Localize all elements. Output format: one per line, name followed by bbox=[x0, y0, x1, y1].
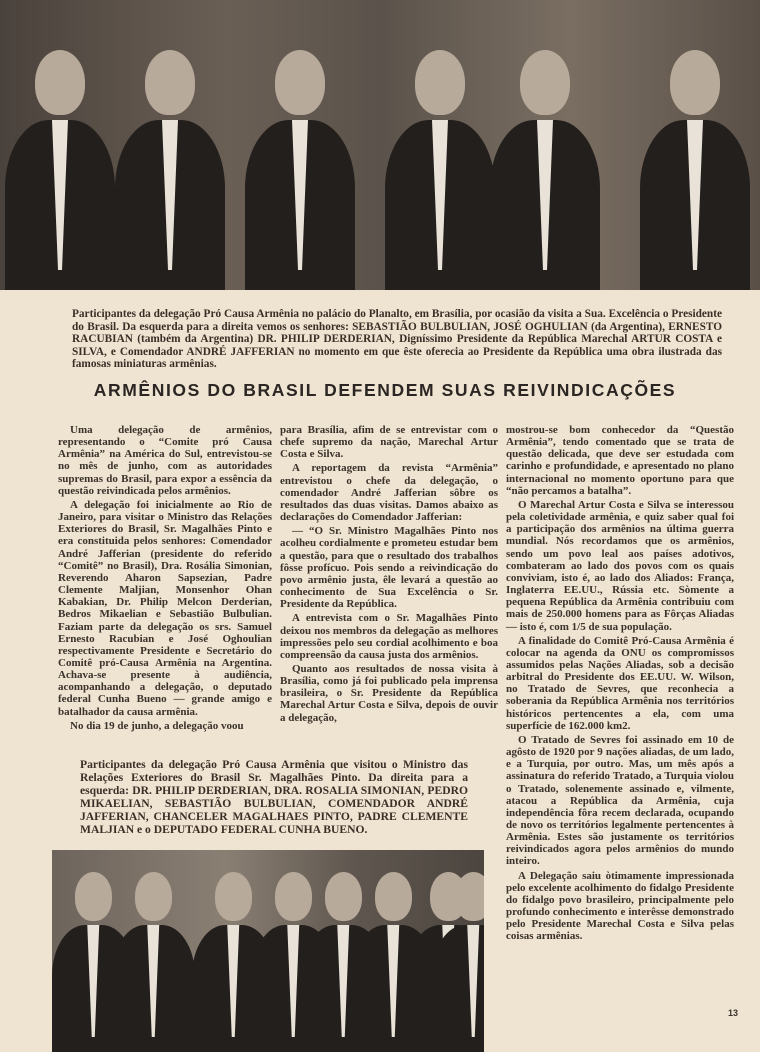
photo-person bbox=[490, 50, 600, 290]
paragraph: A finalidade do Comitê Pró-Causa Armênia é colocar na agenda da ONU os compromissos assumidos pelas Nações Aliadas, sob a decisão arbitral do Presidente dos EE.UU. W. Wilson, no Tratado de Sevres, que reconhecia a soberania da República Armênia nos territórios históricos pertencentes a ela, com uma superfície de 162.000 km2. bbox=[506, 634, 734, 732]
photo-person bbox=[640, 50, 750, 290]
paragraph: Quanto aos resultados de nossa visita à Brasília, como já foi publicado pela imprensa brasileira, o Sr. Presidente da República Marechal Artur Costa e Silva, depois de ouvir a delegação, bbox=[280, 662, 498, 724]
photo-person bbox=[115, 50, 225, 290]
paragraph: A delegação foi inicialmente ao Rio de Janeiro, para visitar o Ministro das Relações Exteriores do Brasil, Sr. Magalhães Pinto e era constituida pelos senhores: Comendador André Jafferian (presidente do referido “Comitê” no Brasil), Dra. Rosália Simonian, Reverendo Aharon Sapsezian, Padre Clemente Maljian, Monsenhor Ohan Kabakian, Dr. Philip Melcon Derderian, Bedros Mikaelian e Sebastião Bulbulian. Faziam parte da delegação os srs. Samuel Ernesto Racubian e José Oghoulian respectivamente Presidente e Secretário do Comitê pró-Causa Armênia na Argentina. Achava-se presente à audiência, acompanhando a delegação, o deputado federal Cunha Bueno — grande amigo e batalhador da causa armênia. bbox=[58, 498, 272, 718]
photo-person bbox=[5, 50, 115, 290]
photo-delegation-planalto bbox=[0, 0, 760, 290]
article-headline: ARMÊNIOS DO BRASIL DEFENDEM SUAS REIVINDICAÇÕES bbox=[93, 380, 677, 400]
article-column-3 bbox=[506, 424, 734, 945]
paragraph: para Brasília, afim de se entrevistar com o chefe supremo da nação, Marechal Artur Costa e Silva. bbox=[280, 424, 498, 461]
paragraph: No dia 19 de junho, a delegação voou bbox=[70, 719, 244, 732]
paragraph: A Delegação saiu òtimamente impressionada pelo excelente acolhimento do fidalgo Presidente do fidalgo povo brasileiro, principalmente pelo profundo conhecimento e interêsse demonstrado pelo Presidente Marechal Costa e Silva pelas coisas armênias. bbox=[506, 869, 734, 943]
paragraph: Uma delegação de armênios, representando o “Comite pró Causa Armênia” na América do Sul, entrevistou-se no mês de junho, com as autoridades supremas do Brasil, para expor a essência da questão reivindicada pelos armênios. bbox=[58, 424, 272, 497]
paragraph: O Marechal Artur Costa e Silva se interessou pela coletividade armênia, e quiz saber qual foi a participação dos armênios na última guerra mundial. Nós recordamos que os armênios, sendo um povo leal aos países adotivos, combateram ao lado dos povos com os quais conviviam, isto é, ao lado dos Aliados: França, Inglaterra EE.UU., Rússia etc. Sòmente a pequena República da Armênia contribuiu com mais de 250.000 homens para as Fôrças Aliadas — isto é, com 1/5 de sua população. bbox=[506, 498, 734, 633]
caption-top-photo: Participantes da delegação Pró Causa Armênia no palácio do Planalto, em Brasília, por ocasião da visita a Sua. Excelência o Presidente do Brasil. Da esquerda para a direita vemos os senhores: SEBASTIÃO BULBULIAN, JOSÉ OGHULIAN (da Argentina), ERNESTO RACUBIAN (também da Argentina) DR. PHILIP DERDERIAN, Digníssimo Presidente da República Marechal ARTUR COSTA e SILVA, e Comendador ANDRÉ JAFFERIAN no momento em que êste oferecia ao Presidente da República uma obra ilustrada das famosas miniaturas armênias. bbox=[72, 308, 722, 371]
photo-person bbox=[112, 872, 195, 1052]
article-column-2 bbox=[280, 424, 498, 726]
page-number: 13 bbox=[728, 1008, 739, 1018]
paragraph: mostrou-se bom conhecedor da “Questão Armênia”, tendo comentado que se trata de questão delicada, que deve ser estudada com carinho e profundidade, e apresentado no plano internacional no momento oportuno para que “não percamos a batalha”. bbox=[506, 424, 734, 497]
photo-person bbox=[432, 872, 484, 1052]
article-column-1 bbox=[58, 424, 272, 734]
paragraph: — “O Sr. Ministro Magalhães Pinto nos acolheu cordialmente e prometeu estudar bem a questão, para que o resultado dos trabalhos fôsse profícuo. Pois sendo a reivindicação do povo armênio justa, êle levará a questão ao conhecimento de Sua Excelência o Sr. Presidente da República. bbox=[280, 525, 498, 611]
photo-delegation-ministry bbox=[52, 850, 484, 1052]
caption-bottom-photo: Participantes da delegação Pró Causa Armênia que visitou o Ministro das Relações Exteriores do Brasil Sr. Magalhães Pinto. Da direita para a esquerda: DR. PHILIP DERDERIAN, DRA. ROSALIA SIMONIAN, PEDRO MIKAELIAN, SEBASTIÃO BULBULIAN, COMENDADOR ANDRÉ JAFFERIAN, CHANCELER MAGALHAES PINTO, PADRE CLEMENTE MALJIAN e o DEPUTADO FEDERAL CUNHA BUENO. bbox=[80, 758, 468, 836]
paragraph: O Tratado de Sevres foi assinado em 10 de agôsto de 1920 por 9 nações aliadas, de um lado, e a Turquia, por outro. Mas, um mês após a assinatura do referido Tratado, a Turquia violou o Tratado, solenemente assinado e, vilmente, atacou a República da Armênia, cuja independência fôra recem declarada, ocupando de novo os territórios legalmente pertencentes à Armênia. Estes são justamente os territórios reivindicados agora pelos armênios do mundo inteiro. bbox=[506, 733, 734, 868]
photo-person bbox=[385, 50, 495, 290]
paragraph: A reportagem da revista “Armênia” entrevistou o chefe da delegação, o comendador André Jafferian sôbre os resultados das duas visitas. Damos abaixo as declarações do Comendador Jafferian: bbox=[280, 462, 498, 524]
photo-person bbox=[245, 50, 355, 290]
paragraph: A entrevista com o Sr. Magalhães Pinto deixou nos membros da delegação as melhores impressões pelo seu cordial acolhimento e boa compreensão da causa justa dos armênios. bbox=[280, 612, 498, 661]
